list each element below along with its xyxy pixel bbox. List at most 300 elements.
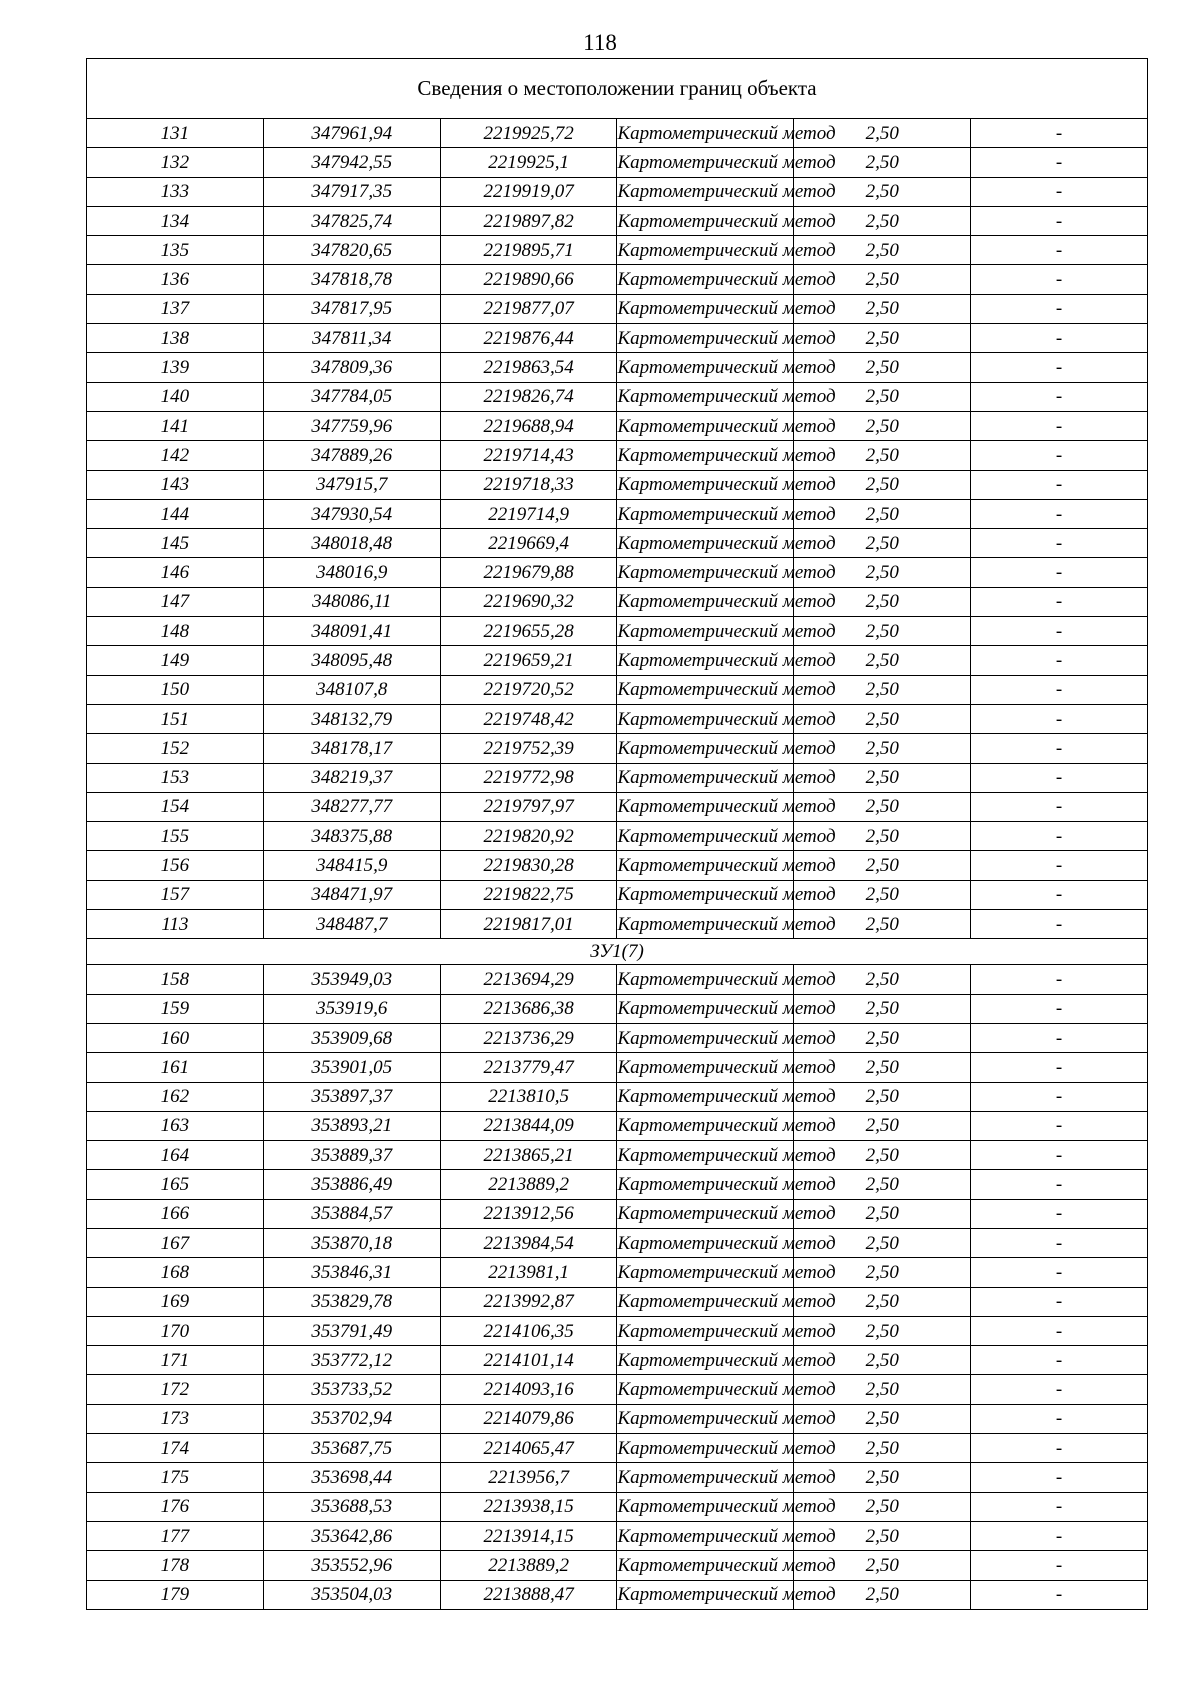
description-cell: - — [971, 617, 1148, 646]
y-coordinate-cell: 2219679,88 — [440, 558, 617, 587]
point-number-cell: 155 — [87, 822, 264, 851]
accuracy-cell: 2,50 — [794, 148, 971, 177]
table-row — [87, 294, 1148, 323]
y-coordinate-cell: 2219822,75 — [440, 880, 617, 909]
x-coordinate-cell: 348095,48 — [263, 646, 440, 675]
y-coordinate-cell: 2213888,47 — [440, 1580, 617, 1609]
point-number-cell: 113 — [87, 910, 264, 939]
point-number-cell: 148 — [87, 617, 264, 646]
x-coordinate-cell: 347811,34 — [263, 324, 440, 353]
x-coordinate-cell: 348086,11 — [263, 587, 440, 616]
method-cell: Картометрический метод — [617, 1521, 794, 1550]
x-coordinate-cell: 347817,95 — [263, 294, 440, 323]
accuracy-cell: 2,50 — [794, 587, 971, 616]
point-number-cell: 177 — [87, 1521, 264, 1550]
x-coordinate-cell: 353901,05 — [263, 1053, 440, 1082]
method-cell: Картометрический метод — [617, 792, 794, 821]
description-cell: - — [971, 1082, 1148, 1111]
table-row — [87, 119, 1148, 148]
y-coordinate-cell: 2213912,56 — [440, 1199, 617, 1228]
table-row — [87, 1346, 1148, 1375]
accuracy-cell: 2,50 — [794, 177, 971, 206]
section-label: ЗУ1(7) — [87, 939, 1148, 965]
table-row — [87, 382, 1148, 411]
table-row — [87, 1111, 1148, 1140]
description-cell: - — [971, 119, 1148, 148]
description-cell: - — [971, 206, 1148, 235]
x-coordinate-cell: 353829,78 — [263, 1287, 440, 1316]
y-coordinate-cell: 2219659,21 — [440, 646, 617, 675]
table-row — [87, 763, 1148, 792]
table-header-row — [87, 59, 1148, 119]
table-row — [87, 704, 1148, 733]
y-coordinate-cell: 2214106,35 — [440, 1316, 617, 1345]
accuracy-cell: 2,50 — [794, 646, 971, 675]
description-cell: - — [971, 499, 1148, 528]
accuracy-cell: 2,50 — [794, 880, 971, 909]
x-coordinate-cell: 353949,03 — [263, 965, 440, 994]
accuracy-cell: 2,50 — [794, 499, 971, 528]
point-number-cell: 131 — [87, 119, 264, 148]
x-coordinate-cell: 353884,57 — [263, 1199, 440, 1228]
method-cell: Картометрический метод — [617, 675, 794, 704]
table-row — [87, 880, 1148, 909]
accuracy-cell: 2,50 — [794, 206, 971, 235]
point-number-cell: 158 — [87, 965, 264, 994]
table-row — [87, 1521, 1148, 1550]
table-row — [87, 1258, 1148, 1287]
accuracy-cell: 2,50 — [794, 704, 971, 733]
accuracy-cell: 2,50 — [794, 734, 971, 763]
description-cell: - — [971, 734, 1148, 763]
accuracy-cell: 2,50 — [794, 994, 971, 1023]
description-cell: - — [971, 1199, 1148, 1228]
y-coordinate-cell: 2219772,98 — [440, 763, 617, 792]
accuracy-cell: 2,50 — [794, 470, 971, 499]
point-number-cell: 135 — [87, 236, 264, 265]
table-row — [87, 675, 1148, 704]
x-coordinate-cell: 348277,77 — [263, 792, 440, 821]
x-coordinate-cell: 348018,48 — [263, 529, 440, 558]
table-row — [87, 177, 1148, 206]
method-cell: Картометрический метод — [617, 1111, 794, 1140]
y-coordinate-cell: 2213736,29 — [440, 1023, 617, 1052]
accuracy-cell: 2,50 — [794, 1111, 971, 1140]
x-coordinate-cell: 353889,37 — [263, 1141, 440, 1170]
y-coordinate-cell: 2219897,82 — [440, 206, 617, 235]
y-coordinate-cell: 2214093,16 — [440, 1375, 617, 1404]
point-number-cell: 139 — [87, 353, 264, 382]
y-coordinate-cell: 2219797,97 — [440, 792, 617, 821]
method-cell: Картометрический метод — [617, 1170, 794, 1199]
table-row — [87, 411, 1148, 440]
description-cell: - — [971, 470, 1148, 499]
point-number-cell: 146 — [87, 558, 264, 587]
point-number-cell: 173 — [87, 1404, 264, 1433]
y-coordinate-cell: 2219826,74 — [440, 382, 617, 411]
x-coordinate-cell: 353846,31 — [263, 1258, 440, 1287]
point-number-cell: 170 — [87, 1316, 264, 1345]
table-row — [87, 910, 1148, 939]
table-row — [87, 1053, 1148, 1082]
description-cell: - — [971, 382, 1148, 411]
description-cell: - — [971, 324, 1148, 353]
y-coordinate-cell: 2219752,39 — [440, 734, 617, 763]
accuracy-cell: 2,50 — [794, 1228, 971, 1257]
method-cell: Картометрический метод — [617, 119, 794, 148]
point-number-cell: 141 — [87, 411, 264, 440]
accuracy-cell: 2,50 — [794, 1199, 971, 1228]
x-coordinate-cell: 353886,49 — [263, 1170, 440, 1199]
method-cell: Картометрический метод — [617, 411, 794, 440]
y-coordinate-cell: 2213981,1 — [440, 1258, 617, 1287]
accuracy-cell: 2,50 — [794, 1492, 971, 1521]
table-row — [87, 1375, 1148, 1404]
table-row — [87, 851, 1148, 880]
method-cell: Картометрический метод — [617, 1141, 794, 1170]
table-row — [87, 965, 1148, 994]
method-cell: Картометрический метод — [617, 470, 794, 499]
description-cell: - — [971, 1258, 1148, 1287]
x-coordinate-cell: 353504,03 — [263, 1580, 440, 1609]
description-cell: - — [971, 1375, 1148, 1404]
table-row — [87, 1316, 1148, 1345]
point-number-cell: 178 — [87, 1551, 264, 1580]
description-cell: - — [971, 353, 1148, 382]
description-cell: - — [971, 646, 1148, 675]
table-row — [87, 148, 1148, 177]
table-row — [87, 822, 1148, 851]
y-coordinate-cell: 2219655,28 — [440, 617, 617, 646]
accuracy-cell: 2,50 — [794, 1023, 971, 1052]
x-coordinate-cell: 348091,41 — [263, 617, 440, 646]
point-number-cell: 160 — [87, 1023, 264, 1052]
y-coordinate-cell: 2213914,15 — [440, 1521, 617, 1550]
table-row — [87, 1492, 1148, 1521]
point-number-cell: 168 — [87, 1258, 264, 1287]
accuracy-cell: 2,50 — [794, 1521, 971, 1550]
y-coordinate-cell: 2213956,7 — [440, 1463, 617, 1492]
method-cell: Картометрический метод — [617, 529, 794, 558]
method-cell: Картометрический метод — [617, 1228, 794, 1257]
point-number-cell: 154 — [87, 792, 264, 821]
x-coordinate-cell: 353733,52 — [263, 1375, 440, 1404]
y-coordinate-cell: 2213889,2 — [440, 1170, 617, 1199]
method-cell: Картометрический метод — [617, 910, 794, 939]
point-number-cell: 156 — [87, 851, 264, 880]
method-cell: Картометрический метод — [617, 177, 794, 206]
x-coordinate-cell: 353909,68 — [263, 1023, 440, 1052]
x-coordinate-cell: 353919,6 — [263, 994, 440, 1023]
x-coordinate-cell: 348487,7 — [263, 910, 440, 939]
page-number: 118 — [583, 30, 617, 55]
x-coordinate-cell: 347759,96 — [263, 411, 440, 440]
accuracy-cell: 2,50 — [794, 265, 971, 294]
description-cell: - — [971, 1404, 1148, 1433]
accuracy-cell: 2,50 — [794, 1316, 971, 1345]
point-number-cell: 165 — [87, 1170, 264, 1199]
y-coordinate-cell: 2219817,01 — [440, 910, 617, 939]
table-row — [87, 236, 1148, 265]
method-cell: Картометрический метод — [617, 1258, 794, 1287]
description-cell: - — [971, 1463, 1148, 1492]
description-cell: - — [971, 1434, 1148, 1463]
method-cell: Картометрический метод — [617, 324, 794, 353]
x-coordinate-cell: 348107,8 — [263, 675, 440, 704]
y-coordinate-cell: 2219877,07 — [440, 294, 617, 323]
x-coordinate-cell: 348132,79 — [263, 704, 440, 733]
point-number-cell: 150 — [87, 675, 264, 704]
accuracy-cell: 2,50 — [794, 1141, 971, 1170]
description-cell: - — [971, 177, 1148, 206]
x-coordinate-cell: 353687,75 — [263, 1434, 440, 1463]
x-coordinate-cell: 347942,55 — [263, 148, 440, 177]
point-number-cell: 172 — [87, 1375, 264, 1404]
x-coordinate-cell: 353642,86 — [263, 1521, 440, 1550]
description-cell: - — [971, 1316, 1148, 1345]
point-number-cell: 159 — [87, 994, 264, 1023]
point-number-cell: 132 — [87, 148, 264, 177]
method-cell: Картометрический метод — [617, 1346, 794, 1375]
description-cell: - — [971, 1551, 1148, 1580]
y-coordinate-cell: 2219863,54 — [440, 353, 617, 382]
x-coordinate-cell: 348415,9 — [263, 851, 440, 880]
description-cell: - — [971, 1346, 1148, 1375]
description-cell: - — [971, 880, 1148, 909]
point-number-cell: 161 — [87, 1053, 264, 1082]
method-cell: Картометрический метод — [617, 880, 794, 909]
method-cell: Картометрический метод — [617, 704, 794, 733]
x-coordinate-cell: 347820,65 — [263, 236, 440, 265]
method-cell: Картометрический метод — [617, 763, 794, 792]
method-cell: Картометрический метод — [617, 587, 794, 616]
point-number-cell: 169 — [87, 1287, 264, 1316]
y-coordinate-cell: 2213865,21 — [440, 1141, 617, 1170]
method-cell: Картометрический метод — [617, 1316, 794, 1345]
method-cell: Картометрический метод — [617, 441, 794, 470]
y-coordinate-cell: 2213686,38 — [440, 994, 617, 1023]
table-row — [87, 1434, 1148, 1463]
description-cell: - — [971, 1170, 1148, 1199]
accuracy-cell: 2,50 — [794, 1434, 971, 1463]
accuracy-cell: 2,50 — [794, 1551, 971, 1580]
description-cell: - — [971, 851, 1148, 880]
method-cell: Картометрический метод — [617, 1082, 794, 1111]
accuracy-cell: 2,50 — [794, 1170, 971, 1199]
description-cell: - — [971, 1141, 1148, 1170]
method-cell: Картометрический метод — [617, 1023, 794, 1052]
method-cell: Картометрический метод — [617, 382, 794, 411]
description-cell: - — [971, 792, 1148, 821]
y-coordinate-cell: 2213779,47 — [440, 1053, 617, 1082]
point-number-cell: 176 — [87, 1492, 264, 1521]
method-cell: Картометрический метод — [617, 994, 794, 1023]
y-coordinate-cell: 2213938,15 — [440, 1492, 617, 1521]
point-number-cell: 175 — [87, 1463, 264, 1492]
description-cell: - — [971, 148, 1148, 177]
method-cell: Картометрический метод — [617, 1463, 794, 1492]
y-coordinate-cell: 2214065,47 — [440, 1434, 617, 1463]
accuracy-cell: 2,50 — [794, 1082, 971, 1111]
table-row — [87, 617, 1148, 646]
x-coordinate-cell: 353552,96 — [263, 1551, 440, 1580]
point-number-cell: 171 — [87, 1346, 264, 1375]
point-number-cell: 152 — [87, 734, 264, 763]
x-coordinate-cell: 347915,7 — [263, 470, 440, 499]
y-coordinate-cell: 2219690,32 — [440, 587, 617, 616]
method-cell: Картометрический метод — [617, 148, 794, 177]
point-number-cell: 164 — [87, 1141, 264, 1170]
boundary-coordinates-table — [86, 58, 1148, 1610]
table-row — [87, 1023, 1148, 1052]
accuracy-cell: 2,50 — [794, 851, 971, 880]
x-coordinate-cell: 347784,05 — [263, 382, 440, 411]
description-cell: - — [971, 236, 1148, 265]
accuracy-cell: 2,50 — [794, 792, 971, 821]
table-row — [87, 1551, 1148, 1580]
table-row — [87, 792, 1148, 821]
point-number-cell: 151 — [87, 704, 264, 733]
point-number-cell: 144 — [87, 499, 264, 528]
table-row — [87, 1082, 1148, 1111]
point-number-cell: 137 — [87, 294, 264, 323]
description-cell: - — [971, 704, 1148, 733]
table-row — [87, 587, 1148, 616]
x-coordinate-cell: 347889,26 — [263, 441, 440, 470]
table-title: Сведения о местоположении границ объекта — [87, 59, 1148, 119]
x-coordinate-cell: 353698,44 — [263, 1463, 440, 1492]
accuracy-cell: 2,50 — [794, 353, 971, 382]
y-coordinate-cell: 2219890,66 — [440, 265, 617, 294]
x-coordinate-cell: 347917,35 — [263, 177, 440, 206]
point-number-cell: 157 — [87, 880, 264, 909]
method-cell: Картометрический метод — [617, 1287, 794, 1316]
accuracy-cell: 2,50 — [794, 236, 971, 265]
point-number-cell: 153 — [87, 763, 264, 792]
y-coordinate-cell: 2213810,5 — [440, 1082, 617, 1111]
x-coordinate-cell: 353772,12 — [263, 1346, 440, 1375]
table-row — [87, 558, 1148, 587]
accuracy-cell: 2,50 — [794, 119, 971, 148]
accuracy-cell: 2,50 — [794, 1375, 971, 1404]
table-row — [87, 646, 1148, 675]
accuracy-cell: 2,50 — [794, 1580, 971, 1609]
description-cell: - — [971, 1228, 1148, 1257]
description-cell: - — [971, 1023, 1148, 1052]
description-cell: - — [971, 994, 1148, 1023]
method-cell: Картометрический метод — [617, 1199, 794, 1228]
method-cell: Картометрический метод — [617, 265, 794, 294]
accuracy-cell: 2,50 — [794, 910, 971, 939]
method-cell: Картометрический метод — [617, 499, 794, 528]
point-number-cell: 143 — [87, 470, 264, 499]
y-coordinate-cell: 2213992,87 — [440, 1287, 617, 1316]
y-coordinate-cell: 2219688,94 — [440, 411, 617, 440]
table-row — [87, 353, 1148, 382]
y-coordinate-cell: 2219925,1 — [440, 148, 617, 177]
y-coordinate-cell: 2214079,86 — [440, 1404, 617, 1433]
x-coordinate-cell: 347818,78 — [263, 265, 440, 294]
description-cell: - — [971, 1287, 1148, 1316]
point-number-cell: 134 — [87, 206, 264, 235]
y-coordinate-cell: 2219748,42 — [440, 704, 617, 733]
point-number-cell: 179 — [87, 1580, 264, 1609]
table-row — [87, 265, 1148, 294]
point-number-cell: 136 — [87, 265, 264, 294]
accuracy-cell: 2,50 — [794, 558, 971, 587]
description-cell: - — [971, 529, 1148, 558]
method-cell: Картометрический метод — [617, 1375, 794, 1404]
method-cell: Картометрический метод — [617, 206, 794, 235]
x-coordinate-cell: 353688,53 — [263, 1492, 440, 1521]
table-row — [87, 206, 1148, 235]
table-row — [87, 324, 1148, 353]
x-coordinate-cell: 353893,21 — [263, 1111, 440, 1140]
accuracy-cell: 2,50 — [794, 441, 971, 470]
description-cell: - — [971, 587, 1148, 616]
y-coordinate-cell: 2213844,09 — [440, 1111, 617, 1140]
accuracy-cell: 2,50 — [794, 965, 971, 994]
description-cell: - — [971, 265, 1148, 294]
x-coordinate-cell: 347825,74 — [263, 206, 440, 235]
y-coordinate-cell: 2219925,72 — [440, 119, 617, 148]
accuracy-cell: 2,50 — [794, 1287, 971, 1316]
table-row — [87, 1287, 1148, 1316]
point-number-cell: 140 — [87, 382, 264, 411]
table-row — [87, 994, 1148, 1023]
description-cell: - — [971, 294, 1148, 323]
x-coordinate-cell: 348219,37 — [263, 763, 440, 792]
table-row — [87, 1463, 1148, 1492]
point-number-cell: 167 — [87, 1228, 264, 1257]
y-coordinate-cell: 2219720,52 — [440, 675, 617, 704]
point-number-cell: 166 — [87, 1199, 264, 1228]
method-cell: Картометрический метод — [617, 734, 794, 763]
accuracy-cell: 2,50 — [794, 617, 971, 646]
method-cell: Картометрический метод — [617, 646, 794, 675]
method-cell: Картометрический метод — [617, 1580, 794, 1609]
accuracy-cell: 2,50 — [794, 294, 971, 323]
description-cell: - — [971, 558, 1148, 587]
section-label-row — [87, 939, 1148, 965]
table-row — [87, 470, 1148, 499]
method-cell: Картометрический метод — [617, 294, 794, 323]
table-row — [87, 1580, 1148, 1609]
point-number-cell: 147 — [87, 587, 264, 616]
accuracy-cell: 2,50 — [794, 822, 971, 851]
x-coordinate-cell: 353897,37 — [263, 1082, 440, 1111]
method-cell: Картометрический метод — [617, 851, 794, 880]
description-cell: - — [971, 822, 1148, 851]
table-row — [87, 1404, 1148, 1433]
x-coordinate-cell: 353870,18 — [263, 1228, 440, 1257]
table-row — [87, 1170, 1148, 1199]
point-number-cell: 142 — [87, 441, 264, 470]
y-coordinate-cell: 2219669,4 — [440, 529, 617, 558]
y-coordinate-cell: 2214101,14 — [440, 1346, 617, 1375]
table-row — [87, 529, 1148, 558]
method-cell: Картометрический метод — [617, 1404, 794, 1433]
description-cell: - — [971, 441, 1148, 470]
x-coordinate-cell: 353791,49 — [263, 1316, 440, 1345]
method-cell: Картометрический метод — [617, 1551, 794, 1580]
accuracy-cell: 2,50 — [794, 382, 971, 411]
accuracy-cell: 2,50 — [794, 324, 971, 353]
description-cell: - — [971, 675, 1148, 704]
description-cell: - — [971, 411, 1148, 440]
method-cell: Картометрический метод — [617, 965, 794, 994]
y-coordinate-cell: 2219718,33 — [440, 470, 617, 499]
